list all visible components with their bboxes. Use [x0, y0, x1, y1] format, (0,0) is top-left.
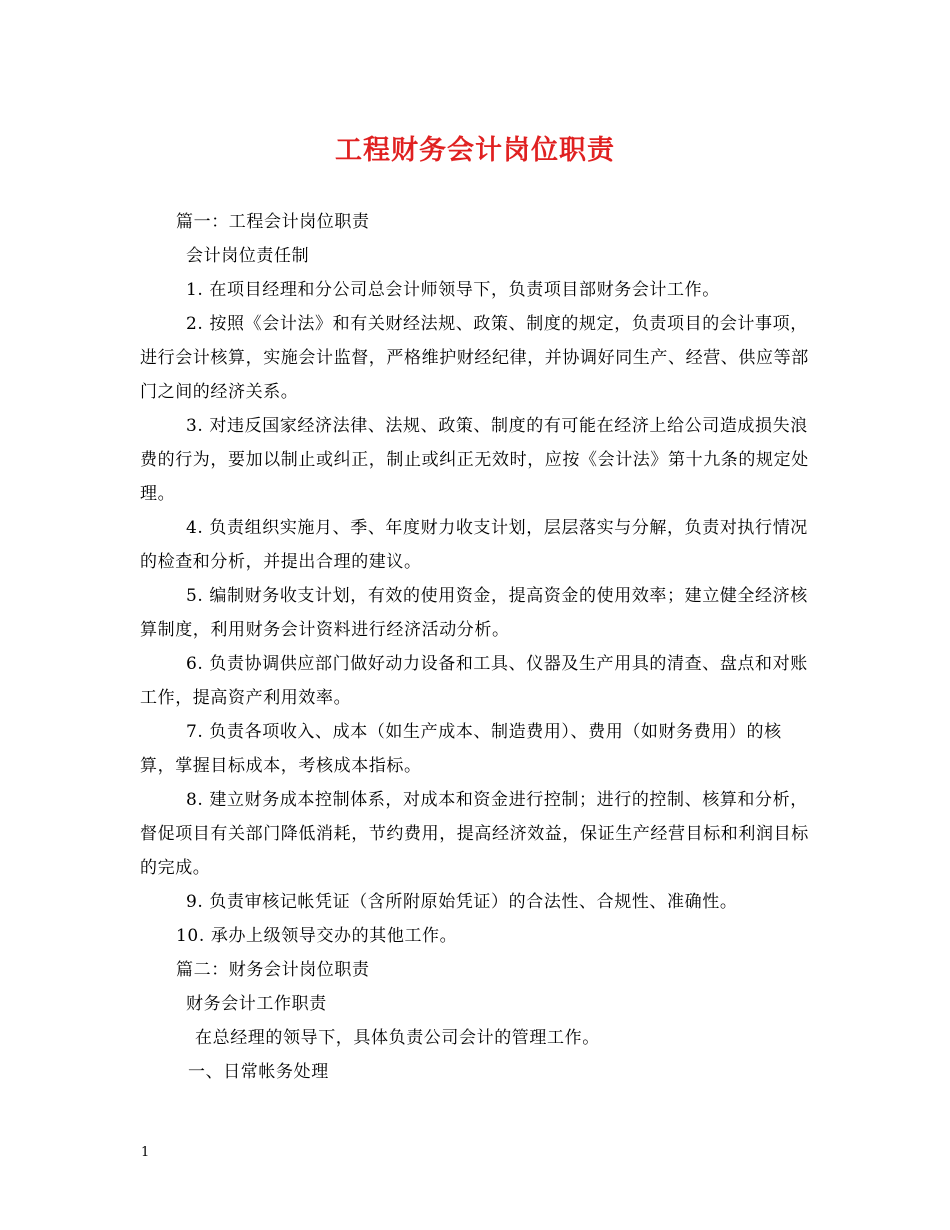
section-heading-2: 篇二：财务会计岗位职责 — [176, 960, 370, 980]
list-item-4: 4. 负责组织实施月、季、年度财力收支计划，层层落实与分解，负责对执行情况的检查和分析，并提出合理的建议。 — [140, 518, 808, 572]
document-title: 工程财务会计岗位职责 — [335, 135, 615, 166]
list-item-5: 5. 编制财务收支计划，有效的使用资金，提高资金的使用效率；建立健全经济核算制度，利用财务会计资料进行经济活动分析。 — [140, 586, 808, 640]
list-item-9: 9. 负责审核记帐凭证（含所附原始凭证）的合法性、合规性、准确性。 — [186, 892, 738, 912]
subsection-heading-3: 一、日常帐务处理 — [188, 1062, 329, 1082]
subsection-heading-2: 财务会计工作职责 — [186, 994, 327, 1014]
list-item-2: 2. 按照《会计法》和有关财经法规、政策、制度的规定，负责项目的会计事项，进行会计核算，实施会计监督，严格维护财经纪律，并协调好同生产、经营、供应等部门之间的经济关系。 — [140, 314, 809, 402]
list-item-8: 8. 建立财务成本控制体系，对成本和资金进行控制；进行的控制、核算和分析，督促项目有关部门降低消耗，节约费用，提高经济效益，保证生产经营目标和利润目标的完成。 — [140, 790, 809, 878]
subsection-heading-1: 会计岗位责任制 — [186, 246, 310, 266]
page-number: 1 — [141, 1145, 150, 1160]
list-item-1: 1. 在项目经理和分公司总会计师领导下，负责项目部财务会计工作。 — [186, 280, 720, 300]
list-item-7: 7. 负责各项收入、成本（如生产成本、制造费用）、费用（如财务费用）的核算，掌握目标成本，考核成本指标。 — [140, 722, 782, 776]
intro-paragraph: 在总经理的领导下，具体负责公司会计的管理工作。 — [195, 1028, 600, 1048]
document-body — [140, 205, 812, 1089]
list-item-3: 3. 对违反国家经济法律、法规、政策、制度的有可能在经济上给公司造成损失浪费的行为，要加以制止或纠正，制止或纠正无效时，应按《会计法》第十九条的规定处理。 — [140, 416, 809, 504]
list-item-6: 6. 负责协调供应部门做好动力设备和工具、仪器及生产用具的清查、盘点和对账工作，提高资产利用效率。 — [140, 654, 808, 708]
list-item-10: 10. 承办上级领导交办的其他工作。 — [176, 926, 458, 946]
section-heading-1: 篇一：工程会计岗位职责 — [176, 212, 370, 232]
